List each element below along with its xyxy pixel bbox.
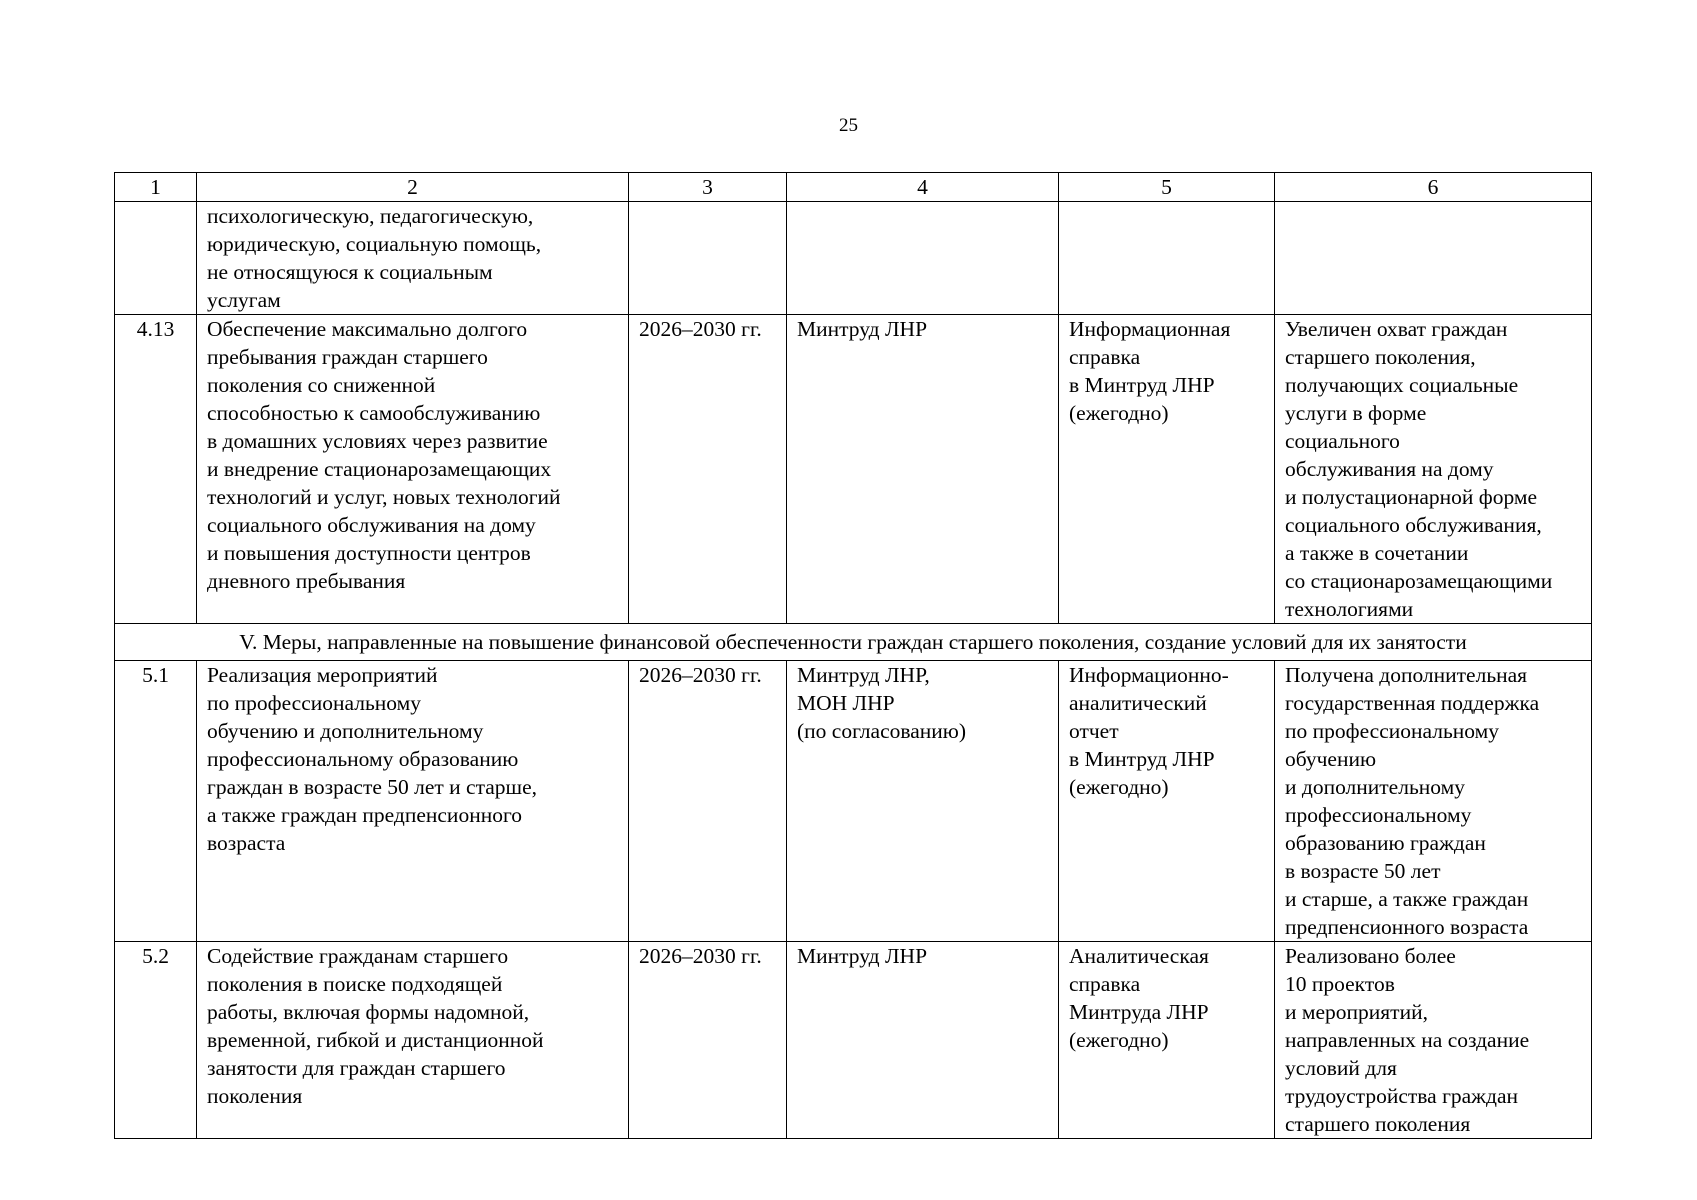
executor-cell: Минтруд ЛНР [787,942,1059,1139]
column-header: 1 [115,173,197,202]
section-row [115,624,1592,661]
column-header: 3 [629,173,787,202]
column-header: 2 [197,173,629,202]
table-row [115,202,1592,315]
executor-cell: Минтруд ЛНР [787,315,1059,624]
result-cell: Получена дополнительная государственная поддержка по профессиональному обучению и дополнительному профессиональному образованию граждан в возрасте 50 лет и старше, а также граждан предпенсионного возраста [1275,661,1592,942]
period-cell [629,202,787,315]
measure-cell: Содействие гражданам старшего поколения в поиске подходящей работы, включая формы надомной, временной, гибкой и дистанционной занятости для граждан старшего поколения [197,942,629,1139]
result-cell: Реализовано более 10 проектов и мероприятий, направленных на создание условий для трудоустройства граждан старшего поколения [1275,942,1592,1139]
report-cell [1059,202,1275,315]
period-cell: 2026–2030 гг. [629,942,787,1139]
measure-cell: Реализация мероприятий по профессиональному обучению и дополнительному профессиональному образованию граждан в возрасте 50 лет и старше, а также граждан предпенсионного возраста [197,661,629,942]
table-row [115,315,1592,624]
measures-table [114,172,1592,1139]
table-header-row [115,173,1592,202]
table-row [115,661,1592,942]
section-title: V. Меры, направленные на повышение финансовой обеспеченности граждан старшего поколения, создание условий для их занятости [115,624,1592,661]
column-header: 5 [1059,173,1275,202]
measure-cell: психологическую, педагогическую, юридическую, социальную помощь, не относящуюся к социальным услугам [197,202,629,315]
column-header: 4 [787,173,1059,202]
period-cell: 2026–2030 гг. [629,315,787,624]
row-number-cell [115,202,197,315]
period-cell: 2026–2030 гг. [629,661,787,942]
row-number-cell: 5.1 [115,661,197,942]
result-cell: Увеличен охват граждан старшего поколения, получающих социальные услуги в форме социального обслуживания на дому и полустационарной форме социального обслуживания, а также в сочетании со стационарозамещающими технологиями [1275,315,1592,624]
report-cell: Аналитическая справка Минтруда ЛНР (ежегодно) [1059,942,1275,1139]
executor-cell: Минтруд ЛНР, МОН ЛНР (по согласованию) [787,661,1059,942]
report-cell: Информационная справка в Минтруд ЛНР (ежегодно) [1059,315,1275,624]
table-row [115,942,1592,1139]
row-number-cell: 4.13 [115,315,197,624]
column-header: 6 [1275,173,1592,202]
executor-cell [787,202,1059,315]
report-cell: Информационно- аналитический отчет в Минтруд ЛНР (ежегодно) [1059,661,1275,942]
result-cell [1275,202,1592,315]
row-number-cell: 5.2 [115,942,197,1139]
measure-cell: Обеспечение максимально долгого пребывания граждан старшего поколения со сниженной способностью к самообслуживанию в домашних условиях через развитие и внедрение стационарозамещающих технологий и услуг, новых технологий социального обслуживания на дому и повышения доступности центров дневного пребывания [197,315,629,624]
page-number: 25 [839,115,858,136]
